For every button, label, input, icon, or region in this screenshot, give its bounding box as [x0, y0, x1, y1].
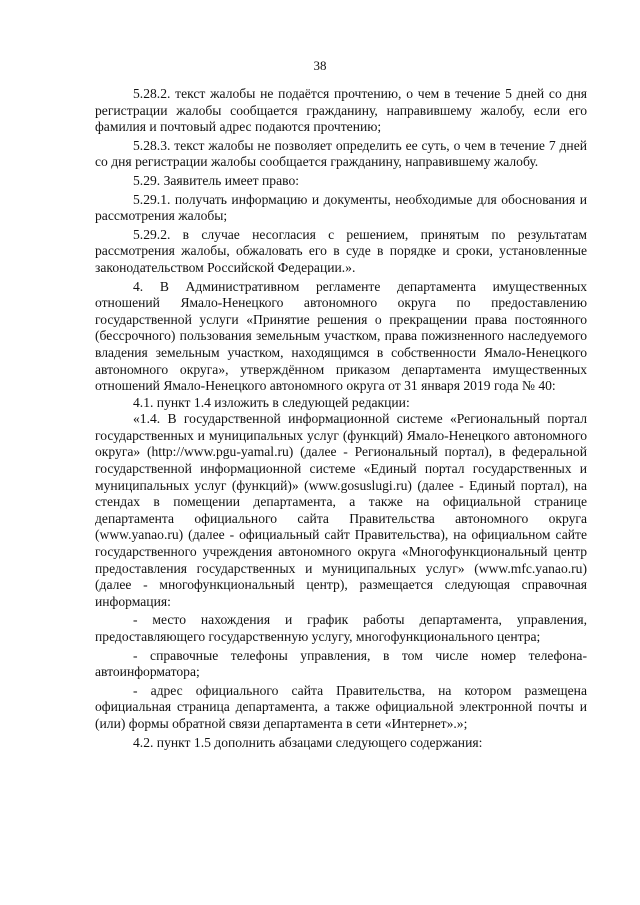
- paragraph-5-28-3: 5.28.3. текст жалобы не позволяет определить ее суть, о чем в течение 7 дней со дня регистрации жалобы сообщается гражданину, направившему жалобу.: [95, 137, 587, 170]
- list-item-website: - адрес официального сайта Правительства, на котором размещена официальная страница департамента, а также официальной электронной почты и (или) формы обратной связи департамента в сети «Интернет».»;: [95, 682, 587, 731]
- list-item-phones: - справочные телефоны управления, в том числе номер телефона-автоинформатора;: [95, 647, 587, 680]
- paragraph-1-4: «1.4. В государственной информационной системе «Региональный портал государственных и муниципальных услуг (функций) Ямало-Ненецкого автономного округа» (http://www.pgu-yamal.ru) (далее - Региональный портал), в федеральной государственной информационной системе «Единый портал государственных и муниципальных услуг (функций)» (www.gosuslugi.ru) (далее - Единый портал), на стендах в помещении департамента, а также на официальной странице департамента официального сайта Правительства автономного округа (www.yanao.ru) (далее - официальный сайт Правительства), на официальном сайте государственного учреждения автономного округа «Многофункциональный центр предоставления государственных и муниципальных услуг» (www.mfc.yanao.ru) (далее - многофункциональный центр), размещается следующая справочная информация:: [95, 411, 587, 609]
- paragraph-4: 4. В Административном регламенте департамента имущественных отношений Ямало-Ненецкого автономного округа по предоставлению государственной услуги «Принятие решения о прекращении права постоянного (бессрочного) пользования земельным участком, права пожизненного наследуемого владения земельным участком, находящимся в собственности Ямало-Ненецкого автономного округа», утверждённом приказом департамента имущественных отношений Ямало-Ненецкого автономного округа от 31 января 2019 года № 40:: [95, 278, 587, 394]
- paragraph-4-1: 4.1. пункт 1.4 изложить в следующей редакции:: [133, 394, 410, 410]
- document-body: [95, 86, 587, 751]
- paragraph-4-2: 4.2. пункт 1.5 дополнить абзацами следующего содержания:: [133, 734, 483, 750]
- paragraph-5-28-2: 5.28.2. текст жалобы не подаётся прочтению, о чем в течение 5 дней со дня регистрации жалобы сообщается гражданину, направившему жалобу, если его фамилия и почтовый адрес подаются прочтению;: [95, 86, 587, 135]
- list-item-location: - место нахождения и график работы департамента, управления, предоставляющего государственную услугу, многофункционального центра;: [95, 612, 587, 644]
- paragraph-5-29-1: 5.29.1. получать информацию и документы, необходимые для обоснования и рассмотрения жалобы;: [95, 191, 587, 224]
- page-number: 38: [313, 58, 327, 73]
- paragraph-5-29-2: 5.29.2. в случае несогласия с решением, принятым по результатам рассмотрения жалобы, обжаловать его в суде в порядке и сроки, установленные законодательством Российской Федерации.».: [95, 226, 587, 275]
- paragraph-5-29: 5.29. Заявитель имеет право:: [133, 172, 300, 188]
